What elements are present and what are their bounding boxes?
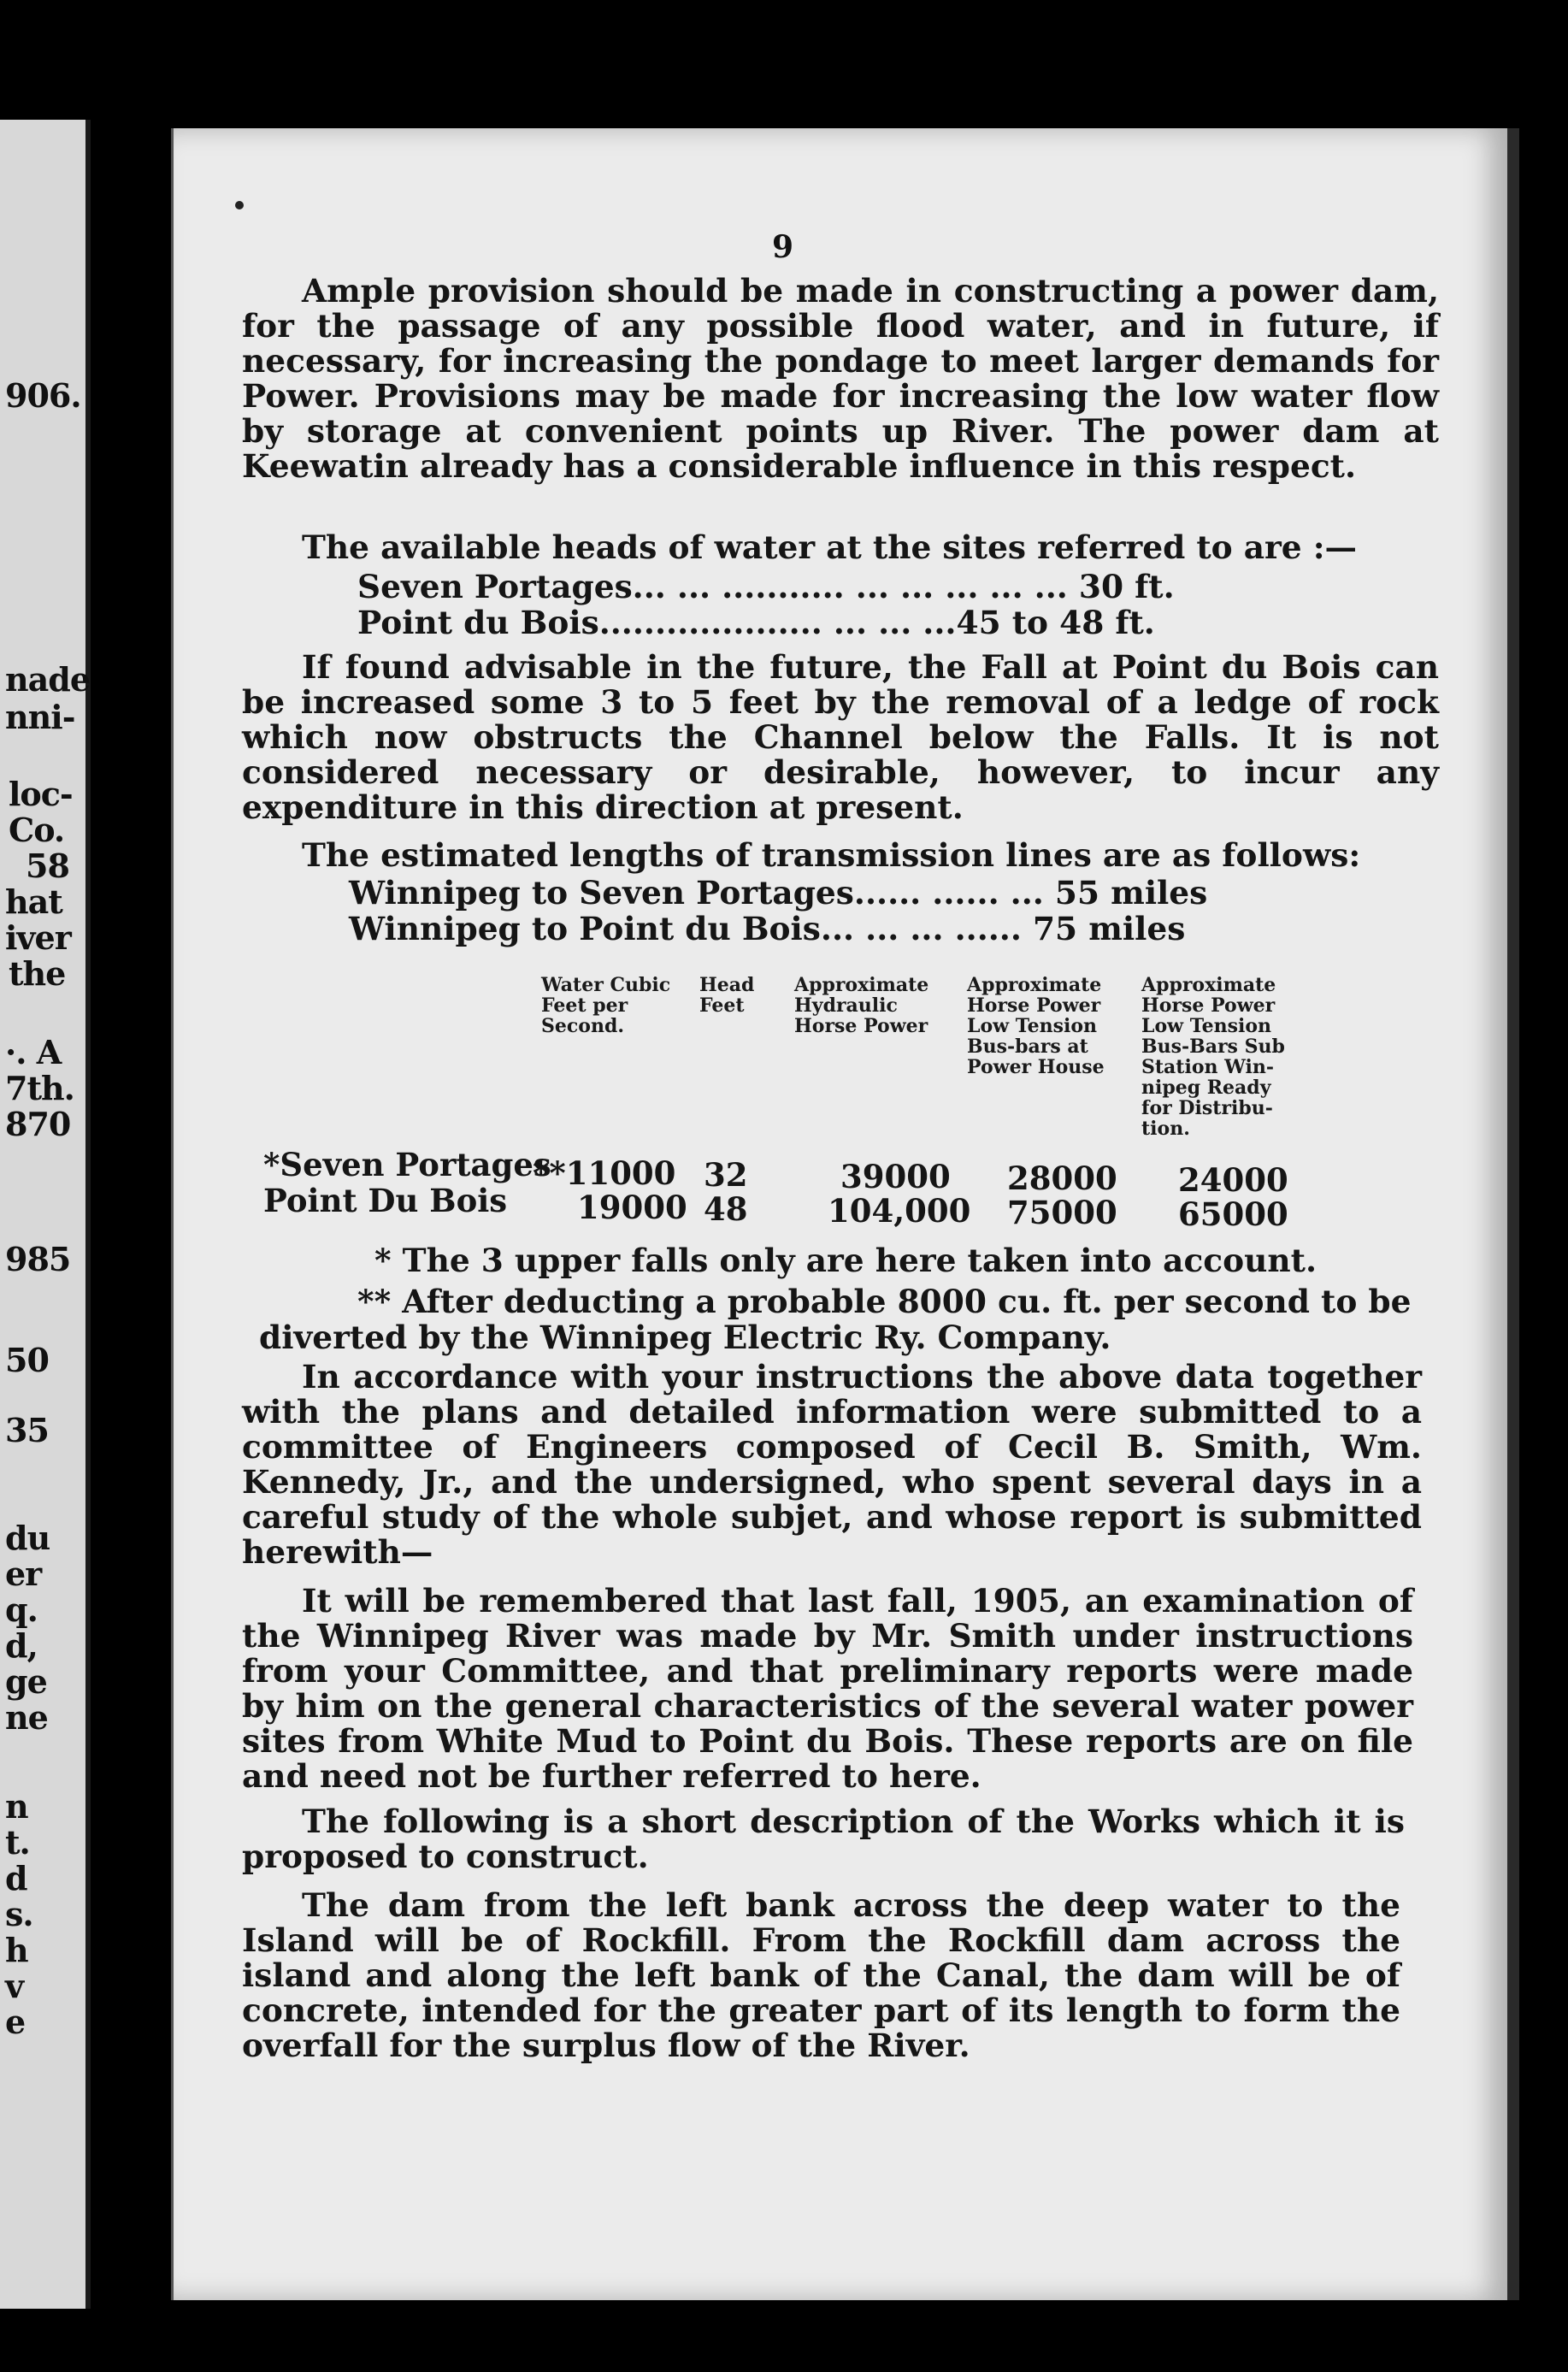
paragraph-examination: It will be remembered that last fall, 1905, an examination of the Winnipeg River was made by Mr. Smith under instructions from your Committee, and that preliminary reports were made by him on the general characteristics of the several water power sites from White Mud to Point du Bois. These reports are on file and need not be further referred to here. <box>242 1582 1413 1795</box>
previous-page-edge <box>0 120 91 2309</box>
table-cell-head: 48 <box>704 1190 748 1228</box>
paragraph-committee: In accordance with your instructions the above data together with the plans and detailed information were submitted to a committee of Engineers composed of Cecil B. Smith, Wm. Kennedy, Jr., and the undersigned, who spent several days in a careful study of the whole subjet, and whose report is submitted herewith— <box>242 1358 1422 1571</box>
table-cell-low-tension: 28000 <box>1007 1159 1117 1197</box>
prev-fragment: 58 <box>26 847 69 885</box>
prev-fragment: 35 <box>5 1411 49 1449</box>
table-cell-hydraulic: 104,000 <box>828 1192 971 1230</box>
prev-fragment: q. <box>5 1590 38 1629</box>
footnote-upper-falls: * The 3 upper falls only are here taken into account. <box>374 1242 1317 1279</box>
table-cell-site: *Seven Portages <box>263 1146 551 1183</box>
footnote-deduction-continued: diverted by the Winnipeg Electric Ry. Company. <box>259 1319 1111 1356</box>
transmission-item-seven-portages: Winnipeg to Seven Portages...... ...... ... 55 miles <box>349 874 1208 912</box>
page-number: 9 <box>772 229 794 265</box>
prev-fragment: 7th. <box>5 1069 74 1107</box>
prev-fragment: ·. A <box>5 1033 62 1071</box>
paragraph-works-intro: The following is a short description of the Works which it is proposed to construct. <box>242 1803 1405 1875</box>
prev-fragment: er <box>5 1555 42 1593</box>
table-cell-water: 19000 <box>577 1189 687 1226</box>
prev-fragment: h <box>5 1931 28 1969</box>
table-header-water: Water Cubic Feet per Second. <box>541 974 671 1037</box>
transmission-item-point-du-bois: Winnipeg to Point du Bois... ... ... ...... 75 miles <box>349 910 1186 947</box>
prev-fragment: iver <box>5 918 71 957</box>
table-header-low-tension: Approximate Horse Power Low Tension Bus-bars at Power House <box>967 974 1105 1078</box>
ink-dot <box>235 201 244 209</box>
prev-fragment: ge <box>5 1662 47 1701</box>
table-cell-hydraulic: 39000 <box>840 1158 951 1195</box>
table-cell-sub-station: 65000 <box>1178 1195 1288 1233</box>
prev-fragment: the <box>9 954 66 993</box>
prev-fragment: n <box>5 1787 28 1826</box>
paragraph-flood-provision: Ample provision should be made in constructing a power dam, for the passage of any possible flood water, and in future, if necessary, for increasing the pondage to meet larger demands for Power. Provisions may be made for increasing the low water flow by storage at convenient points up River. The power dam at Keewatin already has a considerable influence in this respect. <box>242 272 1439 485</box>
prev-fragment: nni- <box>5 698 75 736</box>
heads-item-point-du-bois: Point du Bois.................... ... ... ...45 to 48 ft. <box>357 604 1155 641</box>
prev-fragment: d, <box>5 1626 38 1665</box>
paragraph-dam-description: The dam from the left bank across the deep water to the Island will be of Rockfill. From the Rockfill dam across the island and along the left bank of the Canal, the dam will be of concrete, intended for the greater part of its length to form the overfall for the surplus flow of the River. <box>242 1886 1400 2064</box>
table-cell-head: 32 <box>704 1156 748 1194</box>
prev-fragment: d <box>5 1859 27 1897</box>
prev-fragment: s. <box>5 1895 33 1933</box>
prev-fragment: e <box>5 2003 26 2041</box>
prev-fragment: du <box>5 1519 50 1557</box>
table-header-head: Head Feet <box>699 974 755 1017</box>
table-cell-site: Point Du Bois <box>263 1182 508 1219</box>
prev-fragment: Co. <box>9 811 65 849</box>
prev-fragment: ne <box>5 1698 48 1737</box>
table-cell-water: **11000 <box>533 1154 676 1192</box>
paragraph-fall-increase: If found advisable in the future, the Fall at Point du Bois can be increased some 3 to 5 feet by the removal of a ledge of rock which now obstructs the Channel below the Falls. It is not considered necessary or desirable, however, to incur any expenditure in this direction at present. <box>242 648 1439 826</box>
table-cell-sub-station: 24000 <box>1178 1161 1288 1199</box>
prev-fragment: v <box>5 1967 24 2005</box>
prev-fragment: t. <box>5 1823 30 1862</box>
prev-fragment: 906. <box>5 376 81 415</box>
table-header-hydraulic: Approximate Hydraulic Horse Power <box>794 974 929 1037</box>
prev-fragment: 985 <box>5 1240 71 1278</box>
paragraph-available-heads: The available heads of water at the sites referred to are :— <box>302 528 1358 566</box>
prev-fragment: nade <box>5 660 90 699</box>
prev-fragment: 50 <box>5 1341 49 1379</box>
prev-fragment: 870 <box>5 1105 71 1143</box>
footnote-deduction: ** After deducting a probable 8000 cu. ft. per second to be <box>357 1283 1412 1320</box>
document-page <box>171 128 1519 2300</box>
prev-fragment: loc- <box>9 775 73 813</box>
table-cell-low-tension: 75000 <box>1007 1194 1117 1231</box>
heads-item-seven-portages: Seven Portages... ... ........... ... ... ... ... ... 30 ft. <box>357 568 1175 605</box>
paragraph-transmission: The estimated lengths of transmission lines are as follows: <box>302 836 1361 874</box>
prev-fragment: hat <box>5 882 62 921</box>
table-header-sub-station: Approximate Horse Power Low Tension Bus-Bars Sub Station Win- nipeg Ready for Distribu- tion. <box>1141 974 1285 1140</box>
